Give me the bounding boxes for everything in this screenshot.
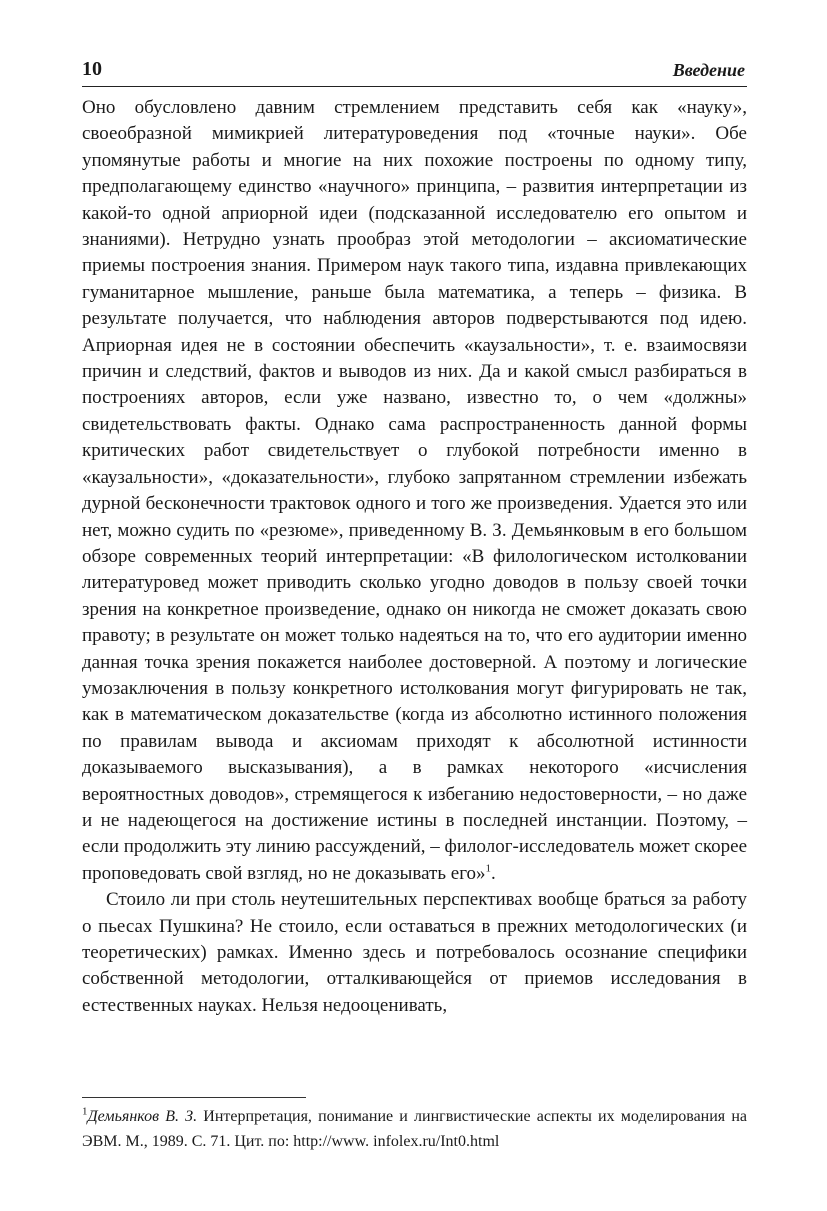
footnote-reference: 1 (485, 862, 492, 875)
paragraph-1-text: Оно обусловлено давним стремлением представить себя как «науку», своеобразной мимикрией литературоведения под «точные науки». Обе упомянутые работы и многие на них похожие построены по одному типу, предполагающему единство «научного» принципа, – развития интерпретации из какой-то одной априорной идеи (подсказанной исследователю его опытом и знаниями). Нетрудно узнать прообраз этой методологии – аксиоматические приемы построения знания. Примером наук такого типа, издавна привлекающих гуманитарное мышление, раньше была математика, а теперь – физика. В результате получается, что наблюдения авторов подверстываются под идею. Априорная идея не в состоянии обеспечить «каузальности», т. е. взаимосвязи причин и следствий, фактов и выводов из них. Да и какой смысл разбираться в построениях авторов, если уже названо, известно то, о чем «должны» свидетельствовать факты. Однако сама распространенность данной формы критических работ свидетельствует о глубокой потребности именно в «каузальности», «доказательности», глубоко запрятанном стремлении избежать дурной бесконечности трактовок одного и того же произведения. Удается это или нет, можно судить по «резюме», приведенному В. З. Демьянковым в его большом обзоре современных теорий интерпретации: «В филологическом истолковании литературовед может приводить сколько угодно доводов в пользу своей точки зрения на конкретное произведение, однако он никогда не сможет доказать свою правоту; в результате он может только надеяться на то, что его аудитории именно данная точка зрения покажется наиболее достоверной. А поэтому и логические умозаключения в пользу конкретного истолкования могут фигурировать не так, как в математическом доказательстве (когда из абсолютно истинного положения по правилам вывода и аксиомам приходят к абсолютной истинности доказываемого высказывания), а в рамках некоторого «исчисления вероятностных доводов», стремящегося к избеганию недостоверности, – но даже и не надеющегося на достижение истины в последней инстанции. Поэтому, – если продолжить эту линию рассуждений, – филолог-исследователь может скорее проповедовать свой взгляд, но не доказывать его» (82, 97, 747, 884)
page (82, 56, 747, 1019)
footnote-author: Демьянков В. З. (87, 1108, 198, 1125)
paragraph-1-end: . (491, 862, 496, 884)
paragraph-2-text: Стоило ли при столь неутешительных перспективах вообще браться за работу о пьесах Пушкина? Не стоило, если оставаться в прежних методологических (и теоретических) рамках. Именно здесь и потребовалось осознание специфики собственной методологии, отталкивающейся от приемов исследования в естественных науках. Нельзя недооценивать, (82, 889, 747, 1016)
footnote (82, 1104, 747, 1154)
paragraph (82, 95, 747, 887)
section-title: Введение (672, 60, 745, 80)
footnote-divider (82, 1097, 306, 1098)
page-number: 10 (82, 58, 102, 80)
footnote-text: Интерпретация, понимание и лингвистические аспекты их моделирования на ЭВМ. М., 1989. С. 71. Цит. по: http://www. infolex.ru/Int0.html (82, 1108, 748, 1150)
footnote-marker: 1 (82, 1105, 88, 1118)
body-text (82, 95, 747, 1019)
paragraph (82, 887, 747, 1019)
running-head (82, 56, 747, 87)
